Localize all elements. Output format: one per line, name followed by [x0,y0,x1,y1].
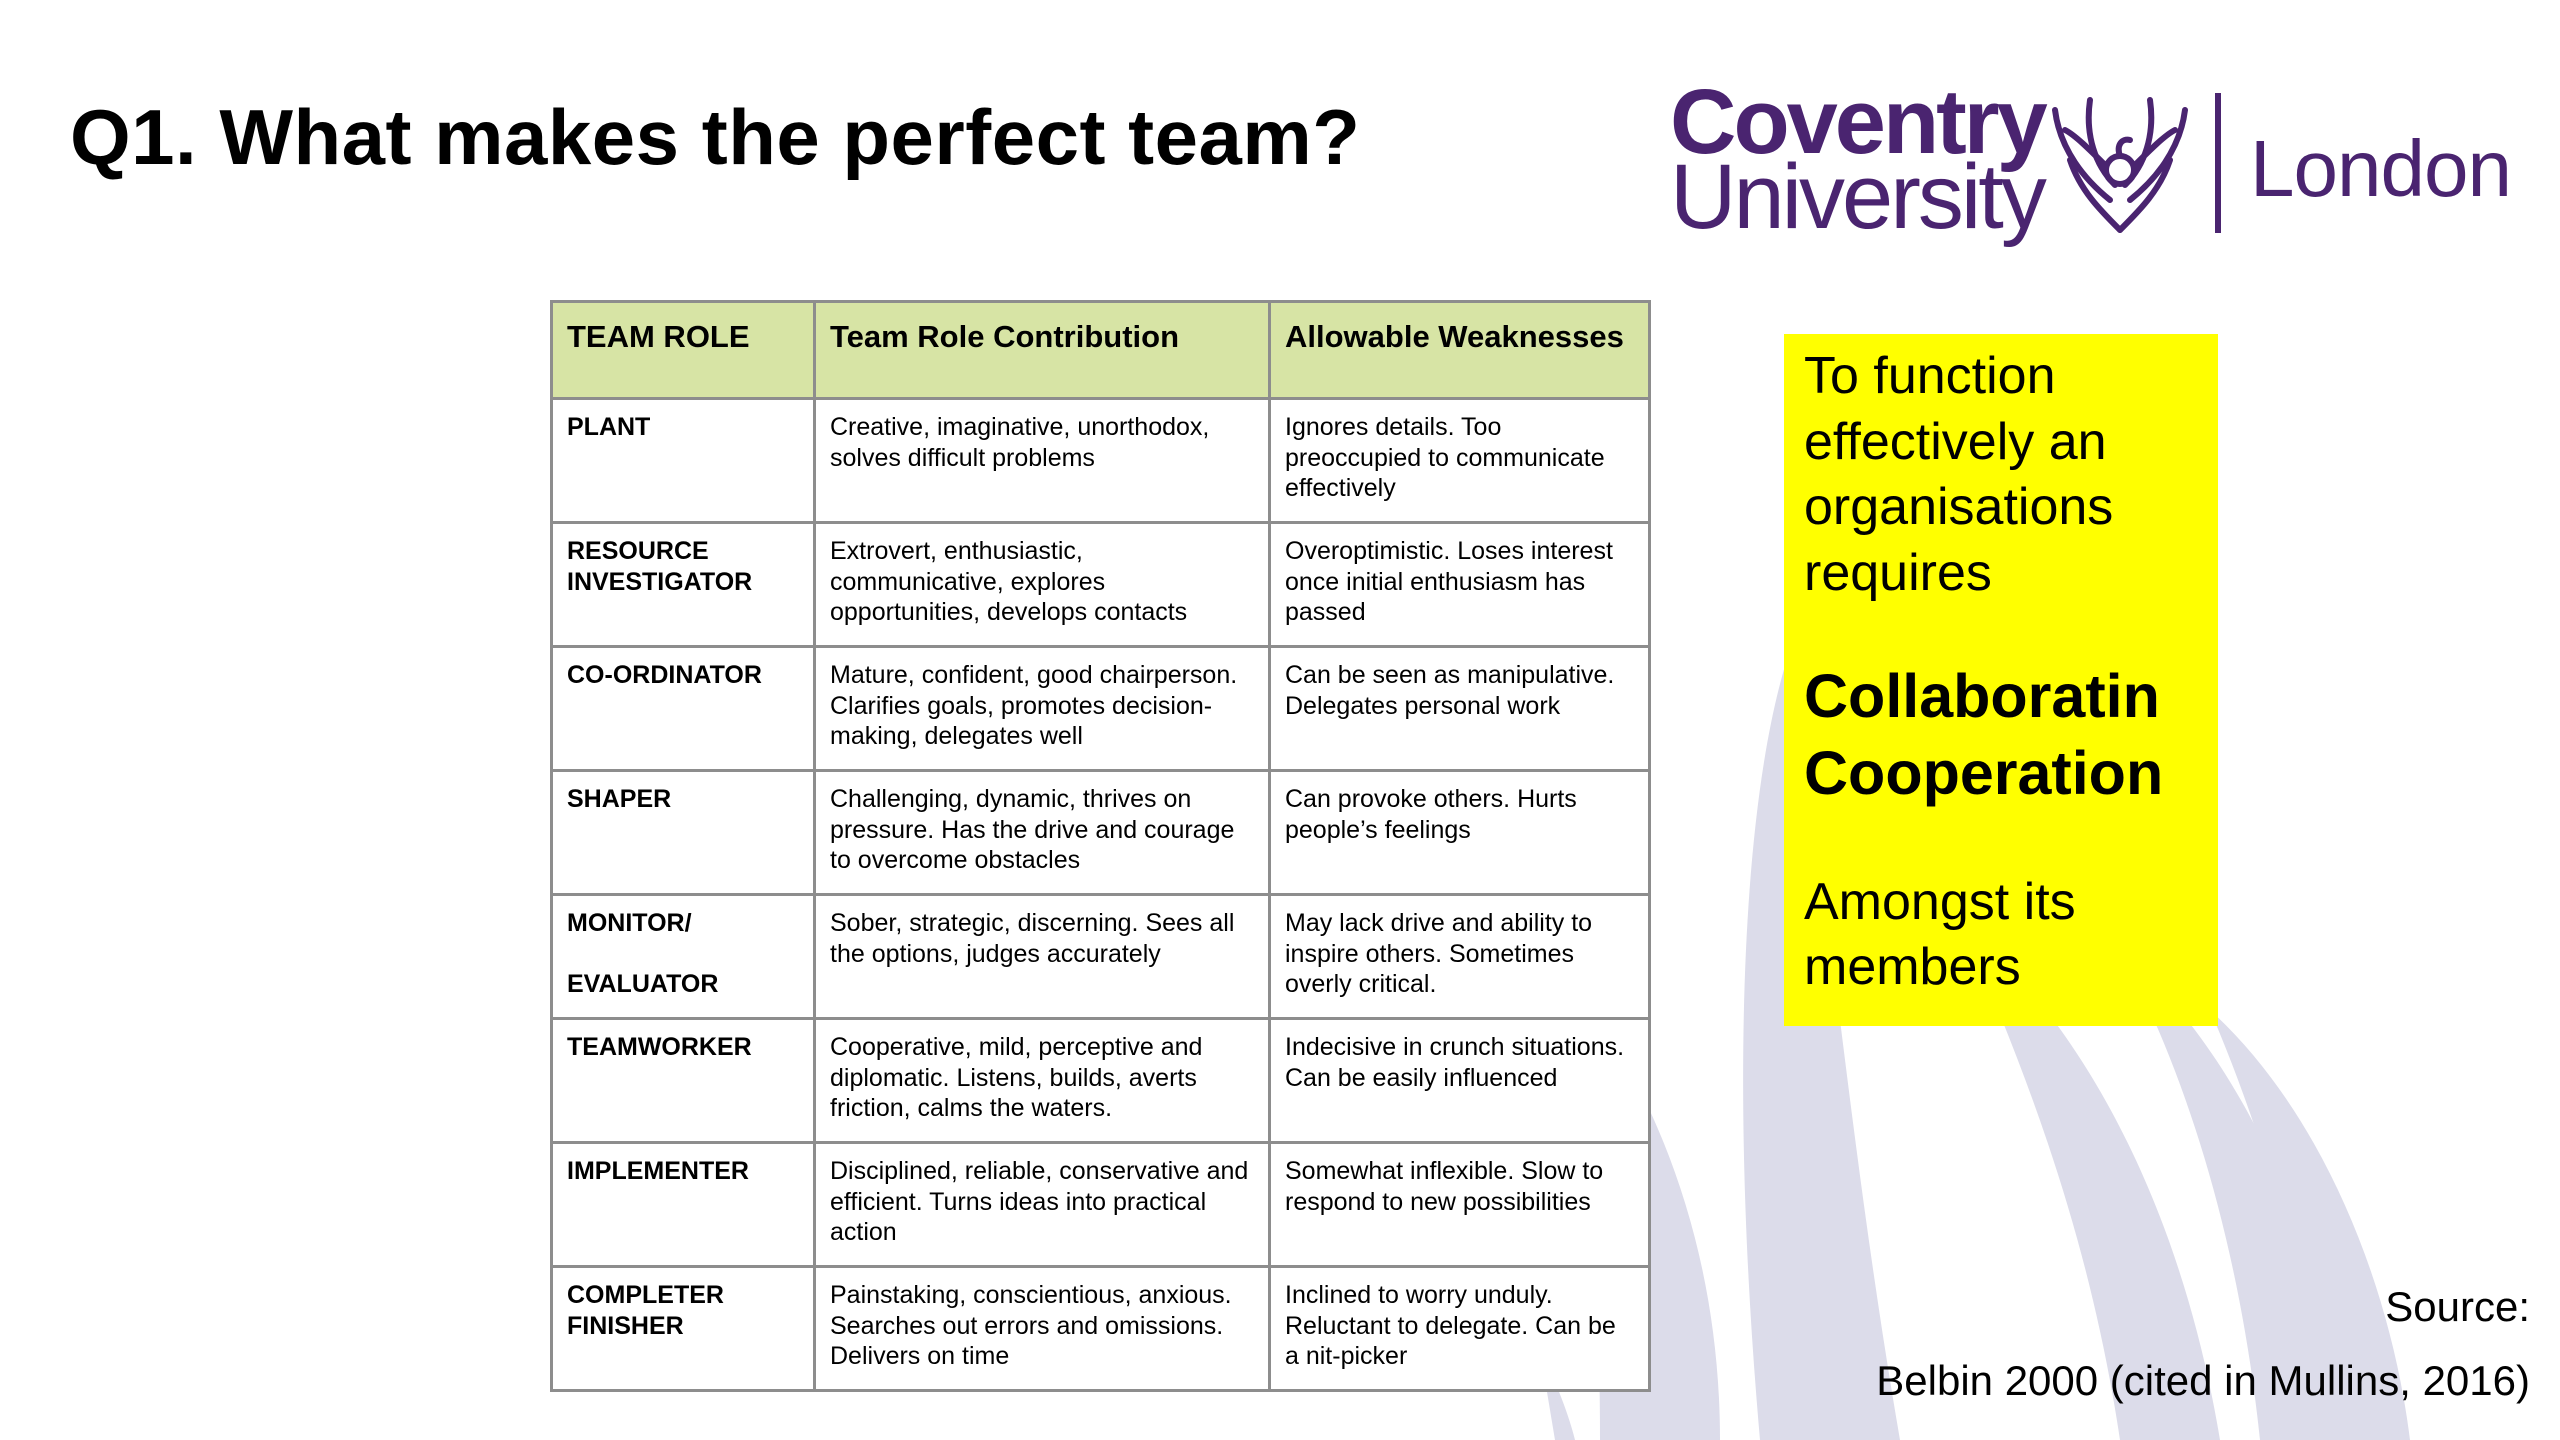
source-text: Belbin 2000 (cited in Mullins, 2016) [1876,1356,2530,1404]
role-cell: MONITOR/ EVALUATOR [552,895,815,1019]
contribution-cell: Cooperative, mild, perceptive and diplomatic. Listens, builds, averts friction, calms the waters. [815,1019,1270,1143]
weakness-cell: Can be seen as manipulative. Delegates personal work [1270,647,1650,771]
belbin-team-roles-table [550,300,1651,1392]
weakness-cell: Ignores details. Too preoccupied to communicate effectively [1270,399,1650,523]
table-row [552,771,1650,895]
role-cell: PLANT [552,399,815,523]
weakness-cell: Inclined to worry unduly. Reluctant to delegate. Can be a nit-picker [1270,1267,1650,1391]
role-cell: COMPLETER FINISHER [552,1267,815,1391]
weakness-cell: Indecisive in crunch situations. Can be easily influenced [1270,1019,1650,1143]
logo-divider [2215,93,2221,233]
callout-outro: Amongst its members [1804,872,2076,997]
role-cell: IMPLEMENTER [552,1143,815,1267]
table-row [552,647,1650,771]
logo-wordmark [1670,71,2045,249]
weakness-cell: May lack drive and ability to inspire others. Sometimes overly critical. [1270,895,1650,1019]
table-row [552,1267,1650,1391]
coventry-university-logo [1660,71,2520,249]
logo-line-1: Coventry [1670,71,2045,173]
table-row [552,523,1650,647]
contribution-cell: Extrovert, enthusiastic, communicative, explores opportunities, develops contacts [815,523,1270,647]
contribution-cell: Mature, confident, good chairperson. Clarifies goals, promotes decision-making, delegates well [815,647,1270,771]
callout-strong-2: Cooperation [1804,738,2164,807]
table-header-row [552,302,1650,399]
source-label: Source: [2385,1283,2530,1330]
weakness-cell: Can provoke others. Hurts people’s feelings [1270,771,1650,895]
logo-line-2: University [1670,146,2044,249]
collaboration-callout [1784,334,2218,1026]
table-row [552,895,1650,1019]
callout-strong-1: Collaboratin [1804,662,2160,731]
phoenix-logo-icon [2040,90,2200,240]
header-team-role: TEAM ROLE [552,302,815,399]
header-contribution: Team Role Contribution [815,302,1270,399]
table-row [552,1143,1650,1267]
header-weaknesses: Allowable Weaknesses [1270,302,1650,399]
role-cell: CO-ORDINATOR [552,647,815,771]
table-row [552,399,1650,523]
contribution-cell: Disciplined, reliable, conservative and efficient. Turns ideas into practical action [815,1143,1270,1267]
table-row [552,1019,1650,1143]
role-cell: RESOURCE INVESTIGATOR [552,523,815,647]
contribution-cell: Painstaking, conscientious, anxious. Searches out errors and omissions. Delivers on time [815,1267,1270,1391]
logo-city: London [2250,124,2511,213]
weakness-cell: Overoptimistic. Loses interest once initial enthusiasm has passed [1270,523,1650,647]
callout-intro: To function effectively an organisations requires [1804,347,2114,602]
slide-title: Q1. What makes the perfect team? [70,93,1361,181]
weakness-cell: Somewhat inflexible. Slow to respond to new possibilities [1270,1143,1650,1267]
contribution-cell: Challenging, dynamic, thrives on pressure. Has the drive and courage to overcome obstacles [815,771,1270,895]
source-citation [1876,1270,2530,1417]
contribution-cell: Creative, imaginative, unorthodox, solves difficult problems [815,399,1270,523]
role-cell: TEAMWORKER [552,1019,815,1143]
contribution-cell: Sober, strategic, discerning. Sees all the options, judges accurately [815,895,1270,1019]
role-cell: SHAPER [552,771,815,895]
